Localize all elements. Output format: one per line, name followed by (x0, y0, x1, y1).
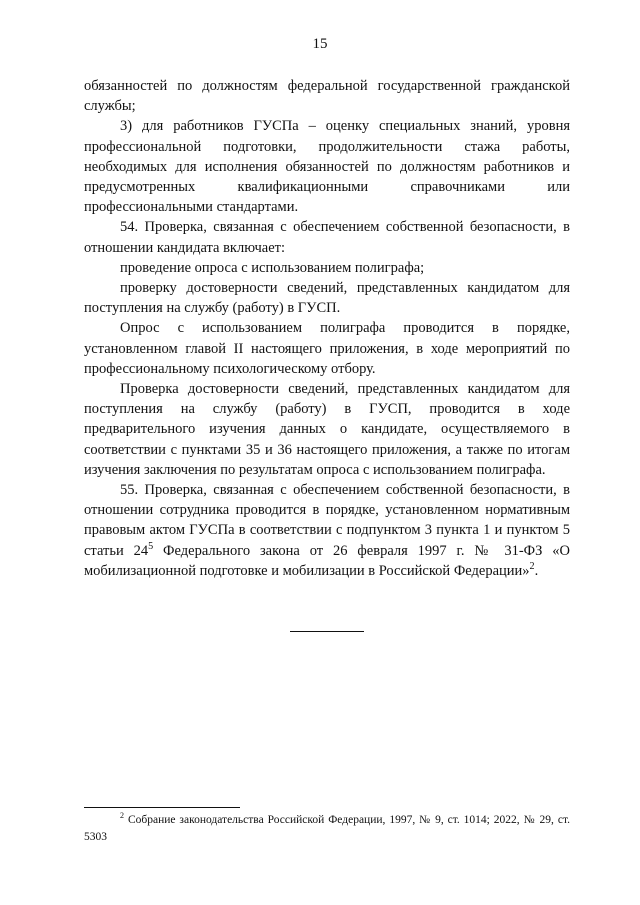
footnote-rule (84, 807, 240, 808)
paragraph-verification-procedure: Проверка достоверности сведений, представленных кандидатом для поступления на службу (работу) в ГУСП, проводится в ходе предварительного изучения данных о кандидате, осуществляемого в соответствии с пунктами 35 и 36 настоящего приложения, а также по итогам изучения заключения по результатам опроса с использованием полиграфа. (84, 381, 570, 478)
article-superscript: 5 (148, 540, 154, 552)
paragraph-55 (84, 480, 570, 581)
paragraph-54: 54. Проверка, связанная с обеспечением собственной безопасности, в отношении кандидата включает: (84, 219, 570, 256)
paragraph-55-end: . (534, 562, 539, 579)
footnote (84, 812, 570, 846)
paragraph-verification-item: проверку достоверности сведений, представленных кандидатом для поступления на службу (работу) в ГУСП. (84, 280, 570, 317)
paragraph-polygraph-procedure: Опрос с использованием полиграфа проводится в порядке, установленном главой II настоящего приложения, в ходе мероприятий по профессиональному психологическому отбору. (84, 320, 570, 377)
paragraph-duties-end: обязанностей по должностям федеральной государственной гражданской службы; (84, 78, 570, 115)
paragraph-polygraph-item: проведение опроса с использованием полиграфа; (120, 259, 425, 276)
footnote-text: Собрание законодательства Российской Федерации, 1997, № 9, ст. 1014; 2022, № 29, ст. 5303 (84, 814, 570, 843)
separator-line (290, 631, 364, 632)
footnote-marker: 2 (120, 811, 125, 821)
paragraph-55-text: 55. Проверка, связанная с обеспечением собственной безопасности, в отношении сотрудника проводится в порядке, установленном нормативным правовым актом ГУСПа в соответствии с подпунктом 3 пункта 1 и пунктом 5 статьи 24 (84, 482, 570, 559)
footnote-reference: 2 (529, 561, 535, 573)
paragraph-55-law: Федерального закона от 26 февраля 1997 г. № 31-ФЗ «О мобилизационной подготовке и мобилизации в Российской Федерации» (84, 542, 570, 579)
page-number: 15 (312, 36, 328, 52)
document-body (84, 76, 570, 581)
paragraph-gusp-workers: 3) для работников ГУСПа – оценку специальных знаний, уровня профессиональной подготовки, продолжительности стажа работы, необходимых для исполнения обязанностей по должностям работников и предусмотренных квалификационными справочниками или профессиональными стандартами. (84, 118, 570, 216)
